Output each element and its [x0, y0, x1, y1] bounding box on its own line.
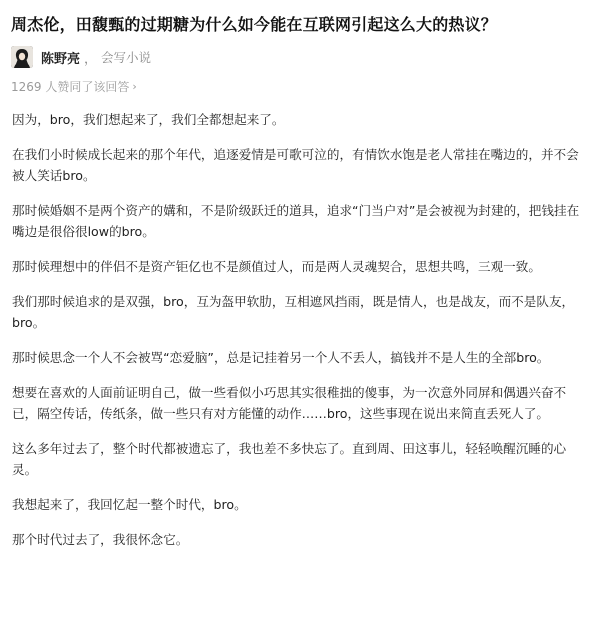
answer-paragraph: 那时候婚姻不是两个资产的媾和，不是阶级跃迁的道具，追求“门当户对”是会被视为封建的，把钱挂在嘴边是很俗很low的bro。 — [12, 203, 580, 239]
chevron-right-icon: › — [132, 80, 137, 93]
answer-paragraph: 那时候思念一个人不会被骂“恋爱脑”，总是记挂着另一个人不丢人，搞钱并不是人生的全部bro。 — [12, 350, 550, 365]
author-bio: 会写小说 — [101, 50, 152, 65]
answer-paragraph: 我们那时候追求的是双强，bro，互为盔甲软肋，互相遮风挡雨，既是情人，也是战友，而不是队友，bro。 — [12, 294, 575, 330]
author-name[interactable]: 陈野亮 — [41, 51, 81, 67]
author-info — [11, 45, 589, 69]
answer-paragraph: 我想起来了，我回忆起一整个时代，bro。 — [12, 497, 247, 512]
answer-content — [11, 109, 589, 550]
answer-paragraph: 这么多年过去了，整个时代都被遗忘了，我也差不多快忘了。直到周、田这事儿，轻轻唤醒沉睡的心灵。 — [12, 441, 567, 477]
author-separator: ， — [84, 51, 98, 67]
answer-paragraph: 那个时代过去了，我很怀念它。 — [12, 532, 189, 547]
answer-paragraph: 在我们小时候成长起来的那个年代，追逐爱情是可歌可泣的，有情饮水饱是老人常挂在嘴边的，并不会被人笑话bro。 — [12, 147, 579, 183]
person-silhouette-avatar[interactable] — [11, 46, 33, 68]
answer-paragraph: 想要在喜欢的人面前证明自己，做一些看似小巧思其实很稚拙的傻事，为一次意外同屏和偶遇兴奋不已，隔空传话，传纸条，做一些只有对方能懂的动作……bro，这些事现在说出来简直丢死人了。 — [12, 385, 567, 421]
vote-count-link[interactable] — [11, 78, 589, 95]
vote-count-text: 1269 人赞同了该回答 — [11, 80, 130, 94]
answer-paragraph: 那时候理想中的伴侣不是资产钜亿也不是颜值过人，而是两人灵魂契合，思想共鸣，三观一致。 — [12, 259, 541, 274]
avatar-icon — [11, 46, 33, 68]
answer-paragraph: 因为，bro，我们想起来了，我们全都想起来了。 — [12, 112, 285, 127]
question-title[interactable]: 周杰伦，田馥甄的过期糖为什么如今能在互联网引起这么大的热议？ — [11, 15, 498, 34]
